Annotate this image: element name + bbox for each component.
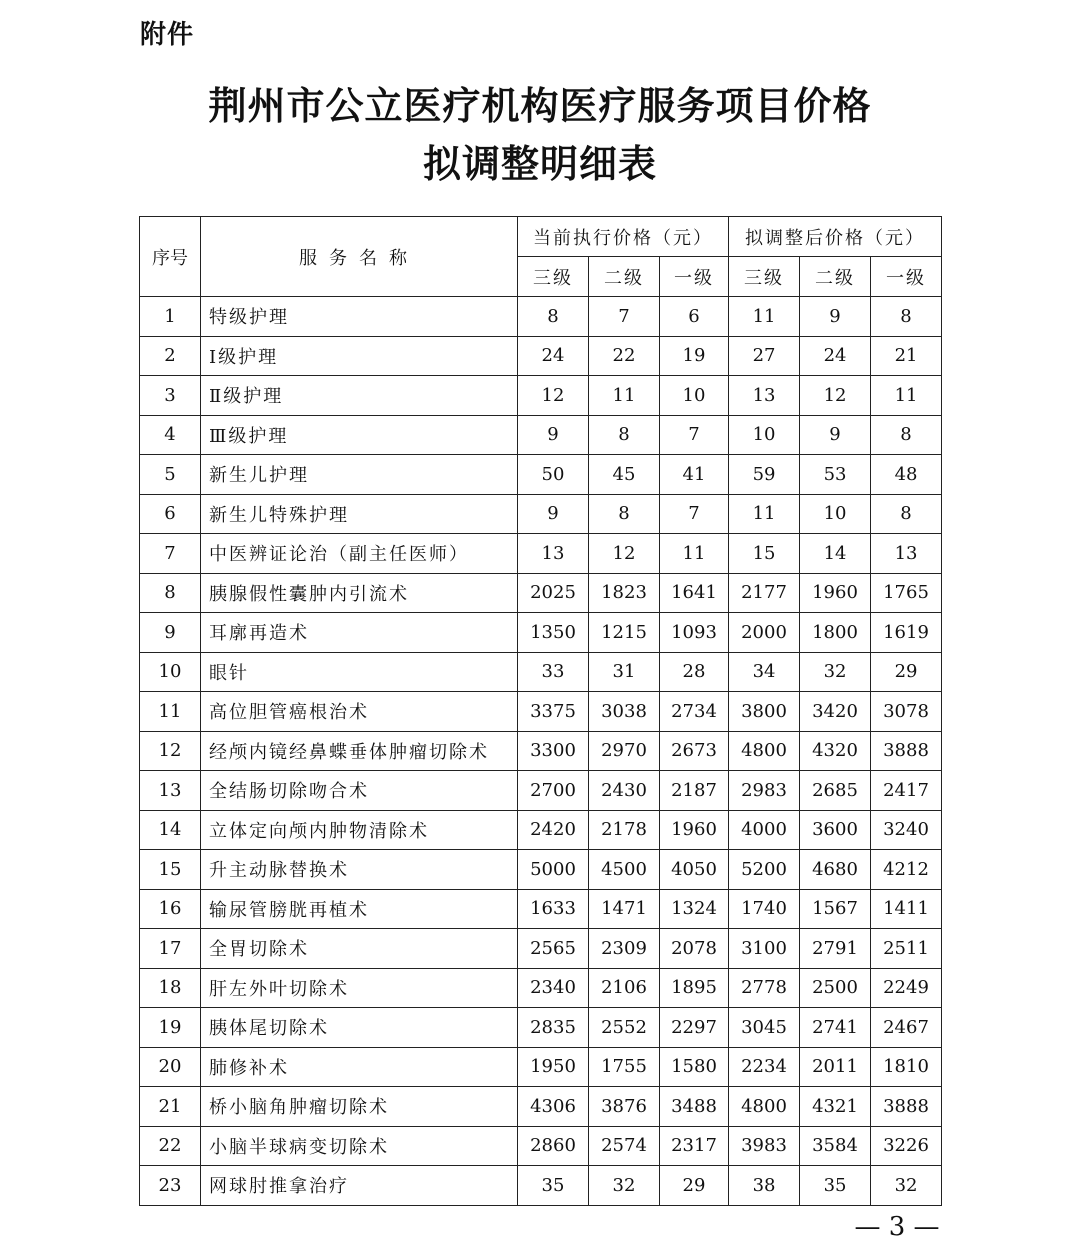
service-name-cell: 桥小脑角肿瘤切除术 xyxy=(201,1087,518,1127)
table-row xyxy=(140,1166,942,1206)
current-level-3-price: 5000 xyxy=(518,850,589,890)
service-name-cell: 肺修补术 xyxy=(201,1047,518,1087)
header-adjusted-level-2: 二级 xyxy=(800,257,871,297)
service-name-cell: 胰腺假性囊肿内引流术 xyxy=(201,573,518,613)
table-row xyxy=(140,1008,942,1048)
adjusted-level-3-price: 34 xyxy=(729,652,800,692)
adjusted-level-3-price: 4800 xyxy=(729,1087,800,1127)
header-current-level-2: 二级 xyxy=(589,257,660,297)
current-level-2-price: 2970 xyxy=(589,731,660,771)
adjusted-level-1-price: 3226 xyxy=(871,1126,942,1166)
adjusted-level-1-price: 3888 xyxy=(871,731,942,771)
current-level-2-price: 7 xyxy=(589,297,660,337)
header-serial-no: 序号 xyxy=(140,217,201,297)
adjusted-level-3-price: 11 xyxy=(729,297,800,337)
current-level-3-price: 1350 xyxy=(518,613,589,653)
current-level-1-price: 6 xyxy=(660,297,729,337)
service-name-cell: 全胃切除术 xyxy=(201,929,518,969)
service-name-cell: 胰体尾切除术 xyxy=(201,1008,518,1048)
table-row xyxy=(140,613,942,653)
current-level-3-price: 50 xyxy=(518,455,589,495)
adjusted-level-3-price: 4000 xyxy=(729,810,800,850)
adjusted-level-1-price: 4212 xyxy=(871,850,942,890)
current-level-3-price: 8 xyxy=(518,297,589,337)
current-level-3-price: 2835 xyxy=(518,1008,589,1048)
current-level-3-price: 9 xyxy=(518,415,589,455)
current-level-1-price: 3488 xyxy=(660,1087,729,1127)
table-row xyxy=(140,1126,942,1166)
current-level-1-price: 19 xyxy=(660,336,729,376)
service-name-cell: 小脑半球病变切除术 xyxy=(201,1126,518,1166)
adjusted-level-1-price: 2467 xyxy=(871,1008,942,1048)
adjusted-level-2-price: 2685 xyxy=(800,771,871,811)
adjusted-level-3-price: 3800 xyxy=(729,692,800,732)
row-number-cell: 4 xyxy=(140,415,201,455)
header-current-level-1: 一级 xyxy=(660,257,729,297)
table-row xyxy=(140,889,942,929)
adjusted-level-3-price: 2000 xyxy=(729,613,800,653)
adjusted-level-2-price: 1567 xyxy=(800,889,871,929)
adjusted-level-3-price: 4800 xyxy=(729,731,800,771)
service-name-cell: Ⅰ级护理 xyxy=(201,336,518,376)
row-number-cell: 15 xyxy=(140,850,201,890)
table-row xyxy=(140,731,942,771)
current-level-1-price: 29 xyxy=(660,1166,729,1206)
row-number-cell: 9 xyxy=(140,613,201,653)
adjusted-level-1-price: 1411 xyxy=(871,889,942,929)
current-level-2-price: 2430 xyxy=(589,771,660,811)
adjusted-level-3-price: 38 xyxy=(729,1166,800,1206)
current-level-1-price: 7 xyxy=(660,494,729,534)
adjusted-level-2-price: 3600 xyxy=(800,810,871,850)
adjusted-level-1-price: 8 xyxy=(871,297,942,337)
current-level-1-price: 7 xyxy=(660,415,729,455)
row-number-cell: 6 xyxy=(140,494,201,534)
adjusted-level-2-price: 4680 xyxy=(800,850,871,890)
current-level-1-price: 41 xyxy=(660,455,729,495)
adjusted-level-3-price: 3983 xyxy=(729,1126,800,1166)
current-level-1-price: 1895 xyxy=(660,968,729,1008)
service-name-cell: 立体定向颅内肿物清除术 xyxy=(201,810,518,850)
current-level-3-price: 2420 xyxy=(518,810,589,850)
header-service-name: 服务名称 xyxy=(201,217,518,297)
adjusted-level-2-price: 12 xyxy=(800,376,871,416)
table-row xyxy=(140,297,942,337)
adjusted-level-1-price: 1765 xyxy=(871,573,942,613)
current-level-1-price: 1641 xyxy=(660,573,729,613)
header-adjusted-level-1: 一级 xyxy=(871,257,942,297)
current-level-3-price: 2565 xyxy=(518,929,589,969)
adjusted-level-2-price: 14 xyxy=(800,534,871,574)
adjusted-level-3-price: 59 xyxy=(729,455,800,495)
adjusted-level-1-price: 1810 xyxy=(871,1047,942,1087)
table-row xyxy=(140,1087,942,1127)
adjusted-level-3-price: 13 xyxy=(729,376,800,416)
header-current-price: 当前执行价格（元） xyxy=(518,217,729,257)
current-level-3-price: 3300 xyxy=(518,731,589,771)
row-number-cell: 2 xyxy=(140,336,201,376)
current-level-2-price: 32 xyxy=(589,1166,660,1206)
current-level-1-price: 1960 xyxy=(660,810,729,850)
adjusted-level-3-price: 10 xyxy=(729,415,800,455)
current-level-2-price: 1755 xyxy=(589,1047,660,1087)
table-row xyxy=(140,810,942,850)
adjusted-level-3-price: 1740 xyxy=(729,889,800,929)
current-level-1-price: 1580 xyxy=(660,1047,729,1087)
current-level-3-price: 33 xyxy=(518,652,589,692)
adjusted-level-1-price: 1619 xyxy=(871,613,942,653)
service-name-cell: 网球肘推拿治疗 xyxy=(201,1166,518,1206)
row-number-cell: 7 xyxy=(140,534,201,574)
adjusted-level-2-price: 2791 xyxy=(800,929,871,969)
current-level-1-price: 2297 xyxy=(660,1008,729,1048)
current-level-2-price: 12 xyxy=(589,534,660,574)
adjusted-level-2-price: 4321 xyxy=(800,1087,871,1127)
table-row xyxy=(140,376,942,416)
adjusted-level-3-price: 2983 xyxy=(729,771,800,811)
row-number-cell: 17 xyxy=(140,929,201,969)
table-body xyxy=(140,297,942,1206)
adjusted-level-3-price: 2177 xyxy=(729,573,800,613)
page-number: — 3 — xyxy=(854,1212,940,1242)
current-level-2-price: 22 xyxy=(589,336,660,376)
service-name-cell: 全结肠切除吻合术 xyxy=(201,771,518,811)
adjusted-level-3-price: 27 xyxy=(729,336,800,376)
adjusted-level-2-price: 3420 xyxy=(800,692,871,732)
adjusted-level-3-price: 5200 xyxy=(729,850,800,890)
document-title-line-2: 拟调整明细表 xyxy=(422,141,657,186)
current-level-1-price: 2187 xyxy=(660,771,729,811)
service-name-cell: 肝左外叶切除术 xyxy=(201,968,518,1008)
service-name-cell: Ⅲ级护理 xyxy=(201,415,518,455)
current-level-3-price: 35 xyxy=(518,1166,589,1206)
adjusted-level-2-price: 1960 xyxy=(800,573,871,613)
price-adjustment-table xyxy=(139,216,942,1206)
row-number-cell: 3 xyxy=(140,376,201,416)
adjusted-level-1-price: 3078 xyxy=(871,692,942,732)
adjusted-level-2-price: 35 xyxy=(800,1166,871,1206)
current-level-1-price: 2734 xyxy=(660,692,729,732)
current-level-2-price: 3876 xyxy=(589,1087,660,1127)
table-row xyxy=(140,929,942,969)
adjusted-level-1-price: 8 xyxy=(871,415,942,455)
current-level-2-price: 2574 xyxy=(589,1126,660,1166)
current-level-2-price: 1471 xyxy=(589,889,660,929)
row-number-cell: 18 xyxy=(140,968,201,1008)
adjusted-level-2-price: 2011 xyxy=(800,1047,871,1087)
adjusted-level-2-price: 3584 xyxy=(800,1126,871,1166)
header-adjusted-level-3: 三级 xyxy=(729,257,800,297)
adjusted-level-2-price: 32 xyxy=(800,652,871,692)
adjusted-level-2-price: 9 xyxy=(800,297,871,337)
current-level-2-price: 2552 xyxy=(589,1008,660,1048)
row-number-cell: 19 xyxy=(140,1008,201,1048)
current-level-3-price: 3375 xyxy=(518,692,589,732)
adjusted-level-1-price: 21 xyxy=(871,336,942,376)
current-level-2-price: 31 xyxy=(589,652,660,692)
current-level-2-price: 2309 xyxy=(589,929,660,969)
table-row xyxy=(140,1047,942,1087)
table-row xyxy=(140,771,942,811)
adjusted-level-2-price: 9 xyxy=(800,415,871,455)
current-level-2-price: 8 xyxy=(589,415,660,455)
current-level-3-price: 1950 xyxy=(518,1047,589,1087)
current-level-3-price: 2340 xyxy=(518,968,589,1008)
row-number-cell: 23 xyxy=(140,1166,201,1206)
table-row xyxy=(140,692,942,732)
current-level-2-price: 3038 xyxy=(589,692,660,732)
adjusted-level-2-price: 53 xyxy=(800,455,871,495)
row-number-cell: 14 xyxy=(140,810,201,850)
current-level-3-price: 13 xyxy=(518,534,589,574)
header-current-level-3: 三级 xyxy=(518,257,589,297)
row-number-cell: 16 xyxy=(140,889,201,929)
current-level-3-price: 1633 xyxy=(518,889,589,929)
current-level-3-price: 2700 xyxy=(518,771,589,811)
current-level-1-price: 2317 xyxy=(660,1126,729,1166)
current-level-1-price: 28 xyxy=(660,652,729,692)
current-level-1-price: 4050 xyxy=(660,850,729,890)
current-level-2-price: 45 xyxy=(589,455,660,495)
adjusted-level-2-price: 10 xyxy=(800,494,871,534)
current-level-2-price: 8 xyxy=(589,494,660,534)
current-level-1-price: 1093 xyxy=(660,613,729,653)
adjusted-level-1-price: 8 xyxy=(871,494,942,534)
current-level-2-price: 1823 xyxy=(589,573,660,613)
current-level-3-price: 2025 xyxy=(518,573,589,613)
adjusted-level-1-price: 2417 xyxy=(871,771,942,811)
adjusted-level-1-price: 11 xyxy=(871,376,942,416)
service-name-cell: 中医辨证论治（副主任医师） xyxy=(201,534,518,574)
row-number-cell: 8 xyxy=(140,573,201,613)
service-name-cell: 新生儿护理 xyxy=(201,455,518,495)
adjusted-level-2-price: 24 xyxy=(800,336,871,376)
adjusted-level-3-price: 2234 xyxy=(729,1047,800,1087)
service-name-cell: 高位胆管癌根治术 xyxy=(201,692,518,732)
row-number-cell: 21 xyxy=(140,1087,201,1127)
table-row xyxy=(140,573,942,613)
adjusted-level-3-price: 3045 xyxy=(729,1008,800,1048)
service-name-cell: 升主动脉替换术 xyxy=(201,850,518,890)
current-level-1-price: 2673 xyxy=(660,731,729,771)
row-number-cell: 11 xyxy=(140,692,201,732)
adjusted-level-1-price: 13 xyxy=(871,534,942,574)
adjusted-level-2-price: 4320 xyxy=(800,731,871,771)
service-name-cell: 输尿管膀胱再植术 xyxy=(201,889,518,929)
table-row xyxy=(140,415,942,455)
table-row xyxy=(140,968,942,1008)
adjusted-level-3-price: 2778 xyxy=(729,968,800,1008)
current-level-3-price: 2860 xyxy=(518,1126,589,1166)
row-number-cell: 10 xyxy=(140,652,201,692)
current-level-2-price: 1215 xyxy=(589,613,660,653)
attachment-label: 附件 xyxy=(140,20,195,50)
header-adjusted-price: 拟调整后价格（元） xyxy=(729,217,942,257)
current-level-1-price: 11 xyxy=(660,534,729,574)
current-level-2-price: 4500 xyxy=(589,850,660,890)
current-level-3-price: 4306 xyxy=(518,1087,589,1127)
adjusted-level-3-price: 15 xyxy=(729,534,800,574)
adjusted-level-1-price: 2249 xyxy=(871,968,942,1008)
current-level-2-price: 2178 xyxy=(589,810,660,850)
current-level-2-price: 2106 xyxy=(589,968,660,1008)
service-name-cell: Ⅱ级护理 xyxy=(201,376,518,416)
service-name-cell: 新生儿特殊护理 xyxy=(201,494,518,534)
service-name-cell: 耳廓再造术 xyxy=(201,613,518,653)
row-number-cell: 13 xyxy=(140,771,201,811)
row-number-cell: 22 xyxy=(140,1126,201,1166)
current-level-1-price: 1324 xyxy=(660,889,729,929)
service-name-cell: 特级护理 xyxy=(201,297,518,337)
adjusted-level-1-price: 32 xyxy=(871,1166,942,1206)
current-level-3-price: 9 xyxy=(518,494,589,534)
adjusted-level-1-price: 29 xyxy=(871,652,942,692)
adjusted-level-2-price: 1800 xyxy=(800,613,871,653)
current-level-2-price: 11 xyxy=(589,376,660,416)
adjusted-level-3-price: 11 xyxy=(729,494,800,534)
table-row xyxy=(140,494,942,534)
service-name-cell: 经颅内镜经鼻蝶垂体肿瘤切除术 xyxy=(201,731,518,771)
adjusted-level-1-price: 2511 xyxy=(871,929,942,969)
adjusted-level-1-price: 48 xyxy=(871,455,942,495)
adjusted-level-1-price: 3240 xyxy=(871,810,942,850)
adjusted-level-3-price: 3100 xyxy=(729,929,800,969)
adjusted-level-2-price: 2741 xyxy=(800,1008,871,1048)
table-row xyxy=(140,534,942,574)
row-number-cell: 12 xyxy=(140,731,201,771)
current-level-1-price: 2078 xyxy=(660,929,729,969)
service-name-cell: 眼针 xyxy=(201,652,518,692)
table-row xyxy=(140,850,942,890)
current-level-1-price: 10 xyxy=(660,376,729,416)
current-level-3-price: 24 xyxy=(518,336,589,376)
table-row xyxy=(140,455,942,495)
adjusted-level-2-price: 2500 xyxy=(800,968,871,1008)
table-row xyxy=(140,652,942,692)
row-number-cell: 20 xyxy=(140,1047,201,1087)
row-number-cell: 5 xyxy=(140,455,201,495)
table-row xyxy=(140,336,942,376)
document-title-line-1: 荆州市公立医疗机构医疗服务项目价格 xyxy=(208,83,872,128)
current-level-3-price: 12 xyxy=(518,376,589,416)
adjusted-level-1-price: 3888 xyxy=(871,1087,942,1127)
row-number-cell: 1 xyxy=(140,297,201,337)
